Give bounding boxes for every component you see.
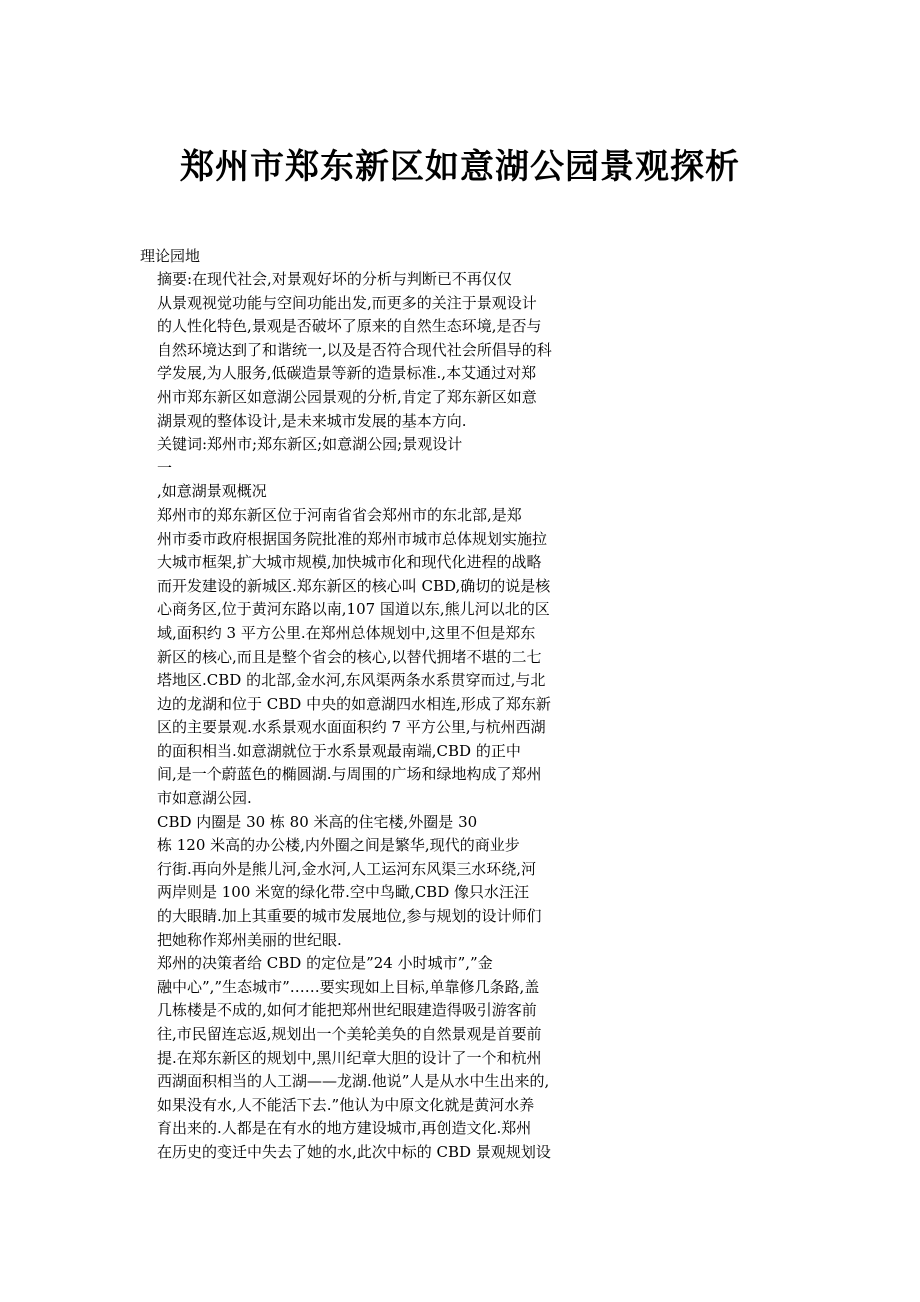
text-line: 摘要:在现代社会,对景观好坏的分析与判断已不再仅仅	[157, 270, 512, 288]
text-line: 提.在郑东新区的规划中,黑川纪章大胆的设计了一个和杭州	[157, 1048, 542, 1067]
text-line: 郑州的决策者给 CBD 的定位是”24 小时城市”,”金	[157, 954, 493, 973]
text-line: 自然环境达到了和谐统一,以及是否符合现代社会所倡导的科	[157, 340, 552, 359]
document-title: 郑州市郑东新区如意湖公园景观探析	[180, 147, 740, 187]
text-line: 的大眼睛.加上其重要的城市发展地位,参与规划的设计师们	[157, 907, 542, 926]
text-line: 州市委市政府根据国务院批准的郑州市城市总体规划实施拉	[157, 529, 548, 548]
text-line: 的人性化特色,景观是否破坏了原来的自然生态环境,是否与	[157, 317, 542, 336]
text-line: 几栋楼是不成的,如何才能把郑州世纪眼建造得吸引游客前	[157, 1001, 537, 1020]
section-label: 理论园地	[140, 247, 201, 265]
text-line: 从景观视觉功能与空间功能出发,而更多的关注于景观设计	[157, 293, 537, 312]
text-line: 而开发建设的新城区.郑东新区的核心叫 CBD,确切的说是核	[157, 576, 551, 595]
text-line: 行街.再向外是熊儿河,金水河,人工运河东风渠三水环绕,河	[157, 859, 537, 878]
text-line: 一	[157, 458, 173, 477]
text-line: 如果没有水,人不能活下去.”他认为中原文化就是黄河水养	[157, 1095, 535, 1114]
text-line: 郑州市的郑东新区位于河南省省会郑州市的东北部,是郑	[157, 505, 522, 524]
text-line: 新区的核心,而且是整个省会的核心,以替代拥堵不堪的二七	[157, 647, 542, 666]
text-line: 区的主要景观.水系景观水面面积约 7 平方公里,与杭州西湖	[157, 718, 546, 737]
text-line: ,如意湖景观概况	[157, 482, 267, 501]
text-line: 育出来的.人都是在有水的地方建设城市,再创造文化.郑州	[157, 1119, 532, 1138]
text-line: 学发展,为人服务,低碳造景等新的造景标准.,本艾通过对郑	[157, 364, 537, 383]
text-line: 塔地区.CBD 的北部,金水河,东风渠两条水系贯穿而过,与北	[157, 671, 546, 690]
text-line: CBD 内圈是 30 栋 80 米高的住宅楼,外圈是 30	[157, 812, 478, 831]
text-line: 市如意湖公园.	[157, 789, 252, 808]
text-line: 栋 120 米高的办公楼,内外圈之间是繁华,现代的商业步	[157, 836, 520, 855]
text-line: 心商务区,位于黄河东路以南,107 国道以东,熊儿河以北的区	[157, 600, 550, 619]
text-line: 大城市框架,扩大城市规模,加快城市化和现代化进程的战略	[157, 553, 542, 572]
text-line: 关键词:郑州市;郑东新区;如意湖公园;景观设计	[157, 435, 463, 454]
text-line: 两岸则是 100 米宽的绿化带.空中鸟瞰,CBD 像只水汪汪	[157, 883, 529, 902]
text-line: 域,面积约 3 平方公里.在郑州总体规划中,这里不但是郑东	[157, 623, 536, 642]
text-line: 往,市民留连忘返,规划出一个美轮美奂的自然景观是首要前	[157, 1025, 542, 1043]
text-line: 湖景观的整体设计,是未来城市发展的基本方向.	[157, 411, 467, 430]
text-line: 把她称作郑州美丽的世纪眼.	[157, 930, 342, 949]
text-line: 州市郑东新区如意湖公园景观的分析,肯定了郑东新区如意	[157, 387, 537, 406]
text-line: 的面积相当.如意湖就位于水系景观最南端,CBD 的正中	[157, 741, 521, 760]
text-line: 边的龙湖和位于 CBD 中央的如意湖四水相连,形成了郑东新	[157, 694, 551, 713]
text-line: 西湖面积相当的人工湖——龙湖.他说”人是从水中生出来的,	[157, 1072, 550, 1091]
text-line: 间,是一个蔚蓝色的椭圆湖.与周围的广场和绿地构成了郑州	[157, 765, 542, 784]
body-text	[157, 268, 597, 1165]
text-line: 在历史的变迁中失去了她的水,此次中标的 CBD 景观规划设	[157, 1142, 551, 1161]
text-line: 融中心”,”生态城市”……要实现如上目标,单靠修几条路,盖	[157, 977, 540, 996]
